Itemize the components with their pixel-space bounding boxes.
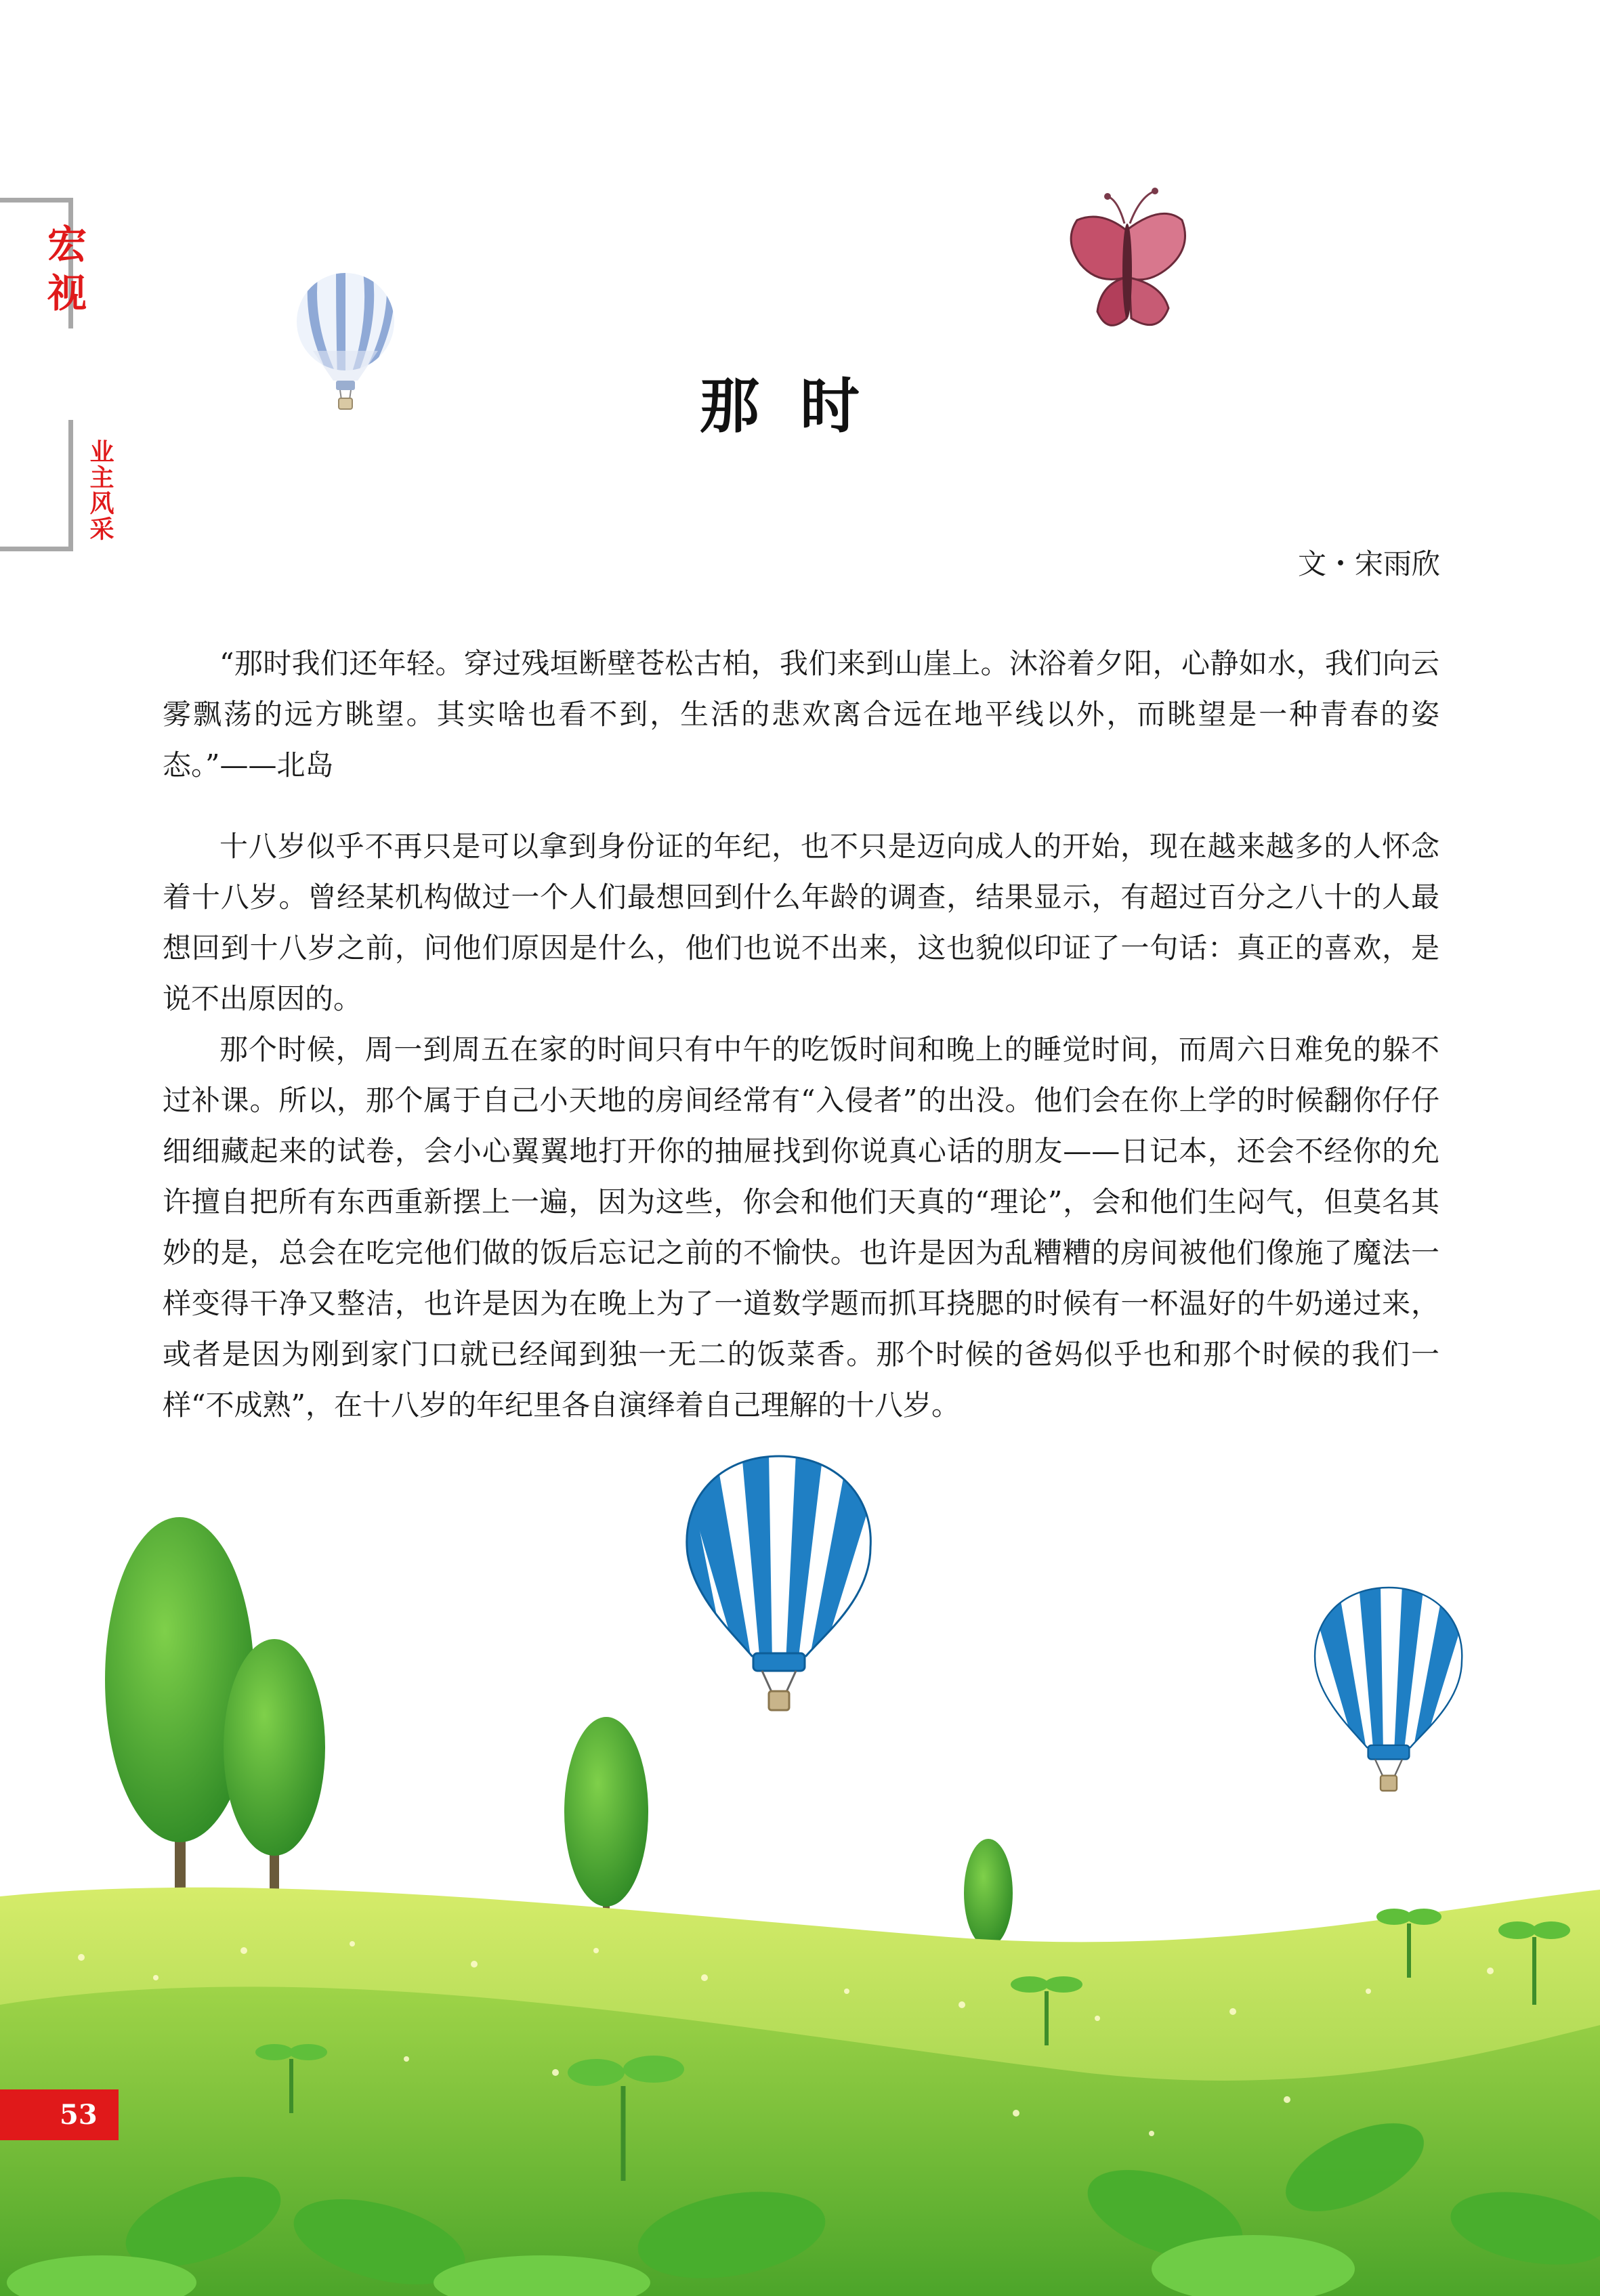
meadow-scene [0,1422,1600,2296]
body-paragraph: 那个时候，周一到周五在家的时间只有中午的吃饭时间和晚上的睡觉时间，而周六日难免的躲不过补课。所以，那个属于自己小天地的房间经常有“入侵者”的出没。他们会在你上学的时候翻你仔仔细细藏起来的试卷，会小心翼翼地打开你的抽屉找到你说真心话的朋友——日记本，还会不经你的允许擅自把所有东西重新摆上一遍，因为这些，你会和他们天真的“理论”，会和他们生闷气，但莫名其妙的是，总会在吃完他们做的饭后忘记之前的不愉快。也许是因为乱糟糟的房间被他们像施了魔法一样变得干净又整洁，也许是因为在晚上为了一道数学题而抓耳挠腮的时候有一杯温好的牛奶递过来，或者是因为刚到家门口就已经闻到独一无二的饭菜香。那个时候的爸妈似乎也和那个时候的我们一样“不成熟”，在十八岁的年纪里各自演绎着自己理解的十八岁。 [163,1033,1439,1422]
butterfly-icon [1060,183,1196,345]
page-number: 53 [0,2089,119,2140]
article-title: 那时 [699,370,900,441]
article-byline: 文・宋雨欣 [1297,547,1440,580]
section-title: 宏视 [41,224,87,321]
section-subtitle: 业主风采 [86,439,114,542]
article-body [163,638,1439,1430]
epigraph-quote: “那时我们还年轻。穿过残垣断壁苍松古柏，我们来到山崖上。沐浴着夕阳，心静如水，我们向云雾飘荡的远方眺望。其实啥也看不到，生活的悲欢离合远在地平线以外，而眺望是一种青春的姿态。”——北岛 [163,647,1439,782]
tree-icon [224,1639,325,1917]
body-paragraph: 十八岁似乎不再只是可以拿到身份证的年纪，也不只是迈向成人的开始，现在越来越多的人怀念着十八岁。曾经某机构做过一个人们最想回到什么年龄的调查，结果显示，有超过百分之八十的人最想回到十八岁之前，问他们原因是什么，他们也说不出来，这也貌似印证了一句话：真正的喜欢，是说不出原因的。 [163,830,1439,1015]
tree-icon [564,1717,648,1923]
